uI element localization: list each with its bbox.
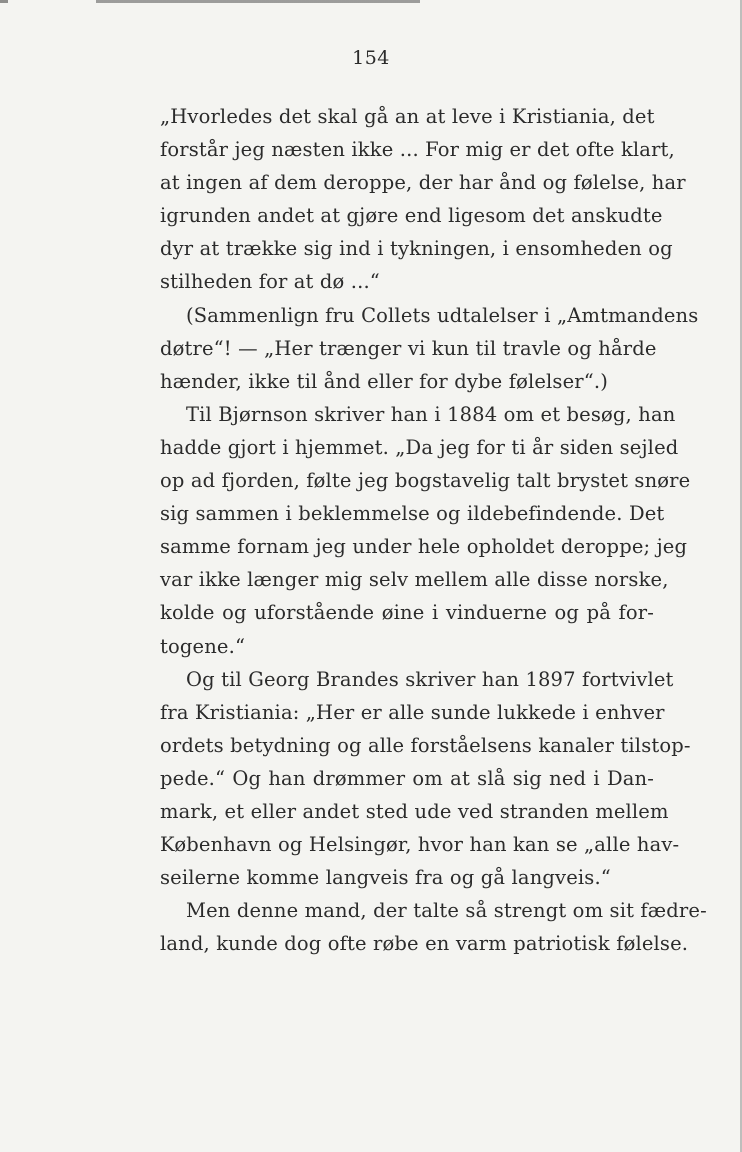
text-line: Men denne mand, der talte så strengt om sit fædre- bbox=[186, 899, 707, 923]
text-line: hadde gjort i hjemmet. „Da jeg for ti år siden sejled bbox=[160, 435, 679, 459]
text-line: op ad fjorden, følte jeg bogstavelig talt brystet snøre bbox=[160, 469, 691, 493]
text-line: at ingen af dem deroppe, der har ånd og følelse, har bbox=[160, 171, 686, 195]
text-line: døtre“! — „Her trænger vi kun til travle og hårde bbox=[160, 336, 657, 360]
text-line: København og Helsingør, hvor han kan se „alle hav- bbox=[160, 833, 680, 857]
text-line: sig sammen i beklemmelse og ildebefindende. Det bbox=[160, 502, 665, 526]
text-line: igrunden andet at gjøre end ligesom det anskudte bbox=[160, 204, 663, 228]
text-line: Til Bjørnson skriver han i 1884 om et besøg, han bbox=[186, 402, 676, 426]
text-line: fra Kristiania: „Her er alle sunde lukkede i enhver bbox=[160, 700, 665, 724]
text-line: kolde og uforstående øine i vinduerne og på for- bbox=[160, 601, 654, 625]
text-line: togene.“ bbox=[160, 634, 246, 658]
text-line: land, kunde dog ofte røbe en varm patriotisk følelse. bbox=[160, 932, 689, 956]
text-line: ordets betydning og alle forståelsens kanaler tilstop- bbox=[160, 733, 691, 757]
text-line: mark, et eller andet sted ude ved stranden mellem bbox=[160, 799, 669, 823]
text-line: stilheden for at dø ...“ bbox=[160, 270, 380, 294]
text-line: forstår jeg næsten ikke ... For mig er det ofte klart, bbox=[160, 138, 675, 162]
text-line: (Sammenlign fru Collets udtalelser i „Amtmandens bbox=[186, 303, 699, 327]
scan-top-edge bbox=[0, 0, 742, 3]
text-line: pede.“ Og han drømmer om at slå sig ned i Dan- bbox=[160, 766, 654, 790]
text-line: dyr at trække sig ind i tykningen, i ensomheden og bbox=[160, 237, 673, 261]
text-line: hænder, ikke til ånd eller for dybe følelser“.) bbox=[160, 369, 608, 393]
text-line: Og til Georg Brandes skriver han 1897 fortvivlet bbox=[186, 667, 674, 691]
text-line: samme fornam jeg under hele opholdet deroppe; jeg bbox=[160, 535, 688, 559]
text-line: „Hvorledes det skal gå an at leve i Kristiania, det bbox=[160, 105, 655, 128]
page-number: 154 bbox=[352, 47, 390, 69]
text-line: seilerne komme langveis fra og gå langveis.“ bbox=[160, 866, 611, 890]
body-text bbox=[160, 100, 707, 960]
text-line: var ikke længer mig selv mellem alle disse norske, bbox=[160, 568, 669, 592]
